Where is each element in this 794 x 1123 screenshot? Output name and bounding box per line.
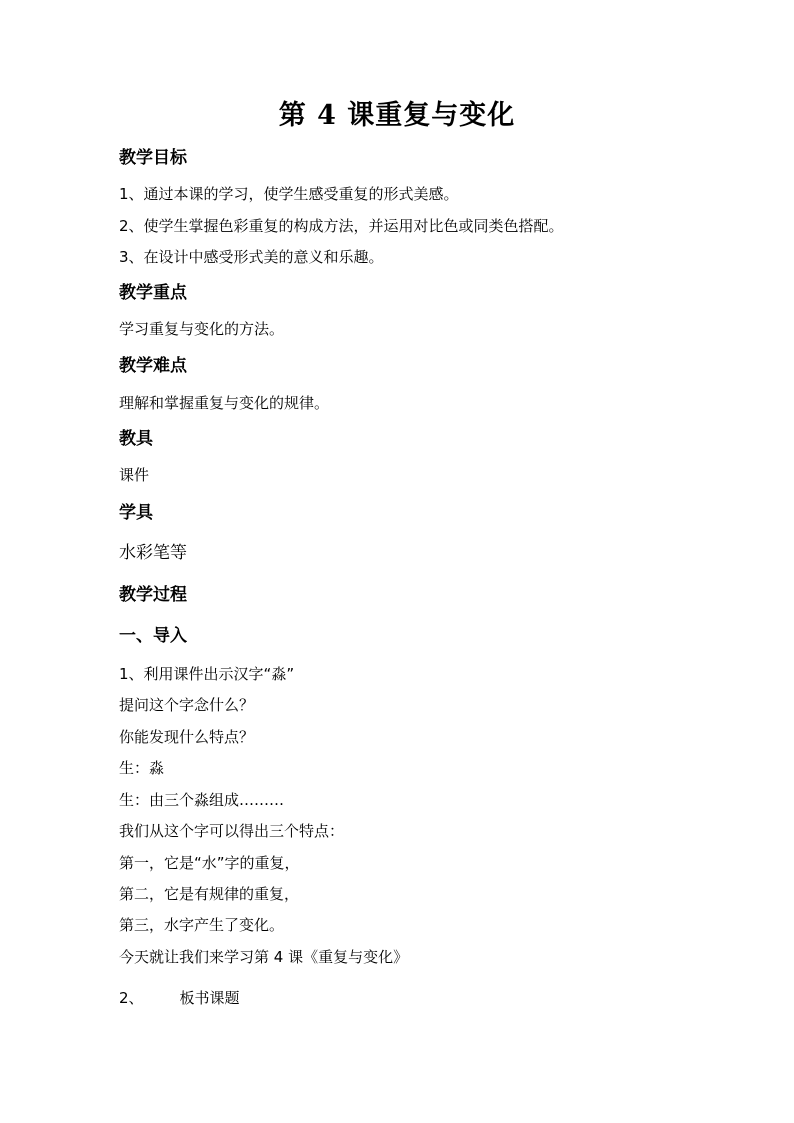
- step-2-line: [119, 987, 240, 1009]
- intro-line-3: 你能发现什么特点？: [119, 728, 255, 746]
- student-tools-heading: 学具: [119, 503, 153, 523]
- intro-line-8: 第二，它是有规律的重复，: [119, 885, 300, 903]
- key-points-text: 学习重复与变化的方法。: [119, 320, 285, 338]
- teaching-tools-text: 课件: [119, 466, 150, 484]
- intro-line-7: 第一，它是“水”字的重复，: [119, 854, 300, 872]
- intro-line-1: 1、利用课件出示汉字“淼”: [119, 665, 295, 683]
- objectives-heading: 教学目标: [119, 148, 187, 168]
- objective-item-1: 1、通过本课的学习，使学生感受重复的形式美感。: [119, 185, 459, 203]
- difficulty-heading: 教学难点: [119, 356, 187, 376]
- teaching-tools-heading: 教具: [119, 429, 153, 449]
- intro-line-5: 生：由三个淼组成………: [119, 791, 285, 809]
- intro-line-2: 提问这个字念什么？: [119, 696, 255, 714]
- intro-line-10: 今天就让我们来学习第 4 课《重复与变化》: [119, 948, 409, 966]
- page-title: 第 4 课重复与变化: [278, 100, 516, 131]
- intro-line-4: 生：淼: [119, 759, 165, 777]
- step-2-text: 板书课题: [179, 989, 240, 1007]
- intro-line-9: 第三，水字产生了变化。: [119, 916, 285, 934]
- difficulty-text: 理解和掌握重复与变化的规律。: [119, 394, 330, 412]
- objective-item-3: 3、在设计中感受形式美的意义和乐趣。: [119, 248, 384, 266]
- process-heading: 教学过程: [119, 585, 187, 605]
- step-2-number: 2、: [119, 989, 144, 1007]
- key-points-heading: 教学重点: [119, 283, 187, 303]
- student-tools-text: 水彩笔等: [119, 543, 187, 563]
- objective-item-2: 2、使学生掌握色彩重复的构成方法，并运用对比色或同类色搭配。: [119, 217, 564, 235]
- intro-heading: 一、导入: [119, 626, 187, 646]
- intro-line-6: 我们从这个字可以得出三个特点：: [119, 822, 345, 840]
